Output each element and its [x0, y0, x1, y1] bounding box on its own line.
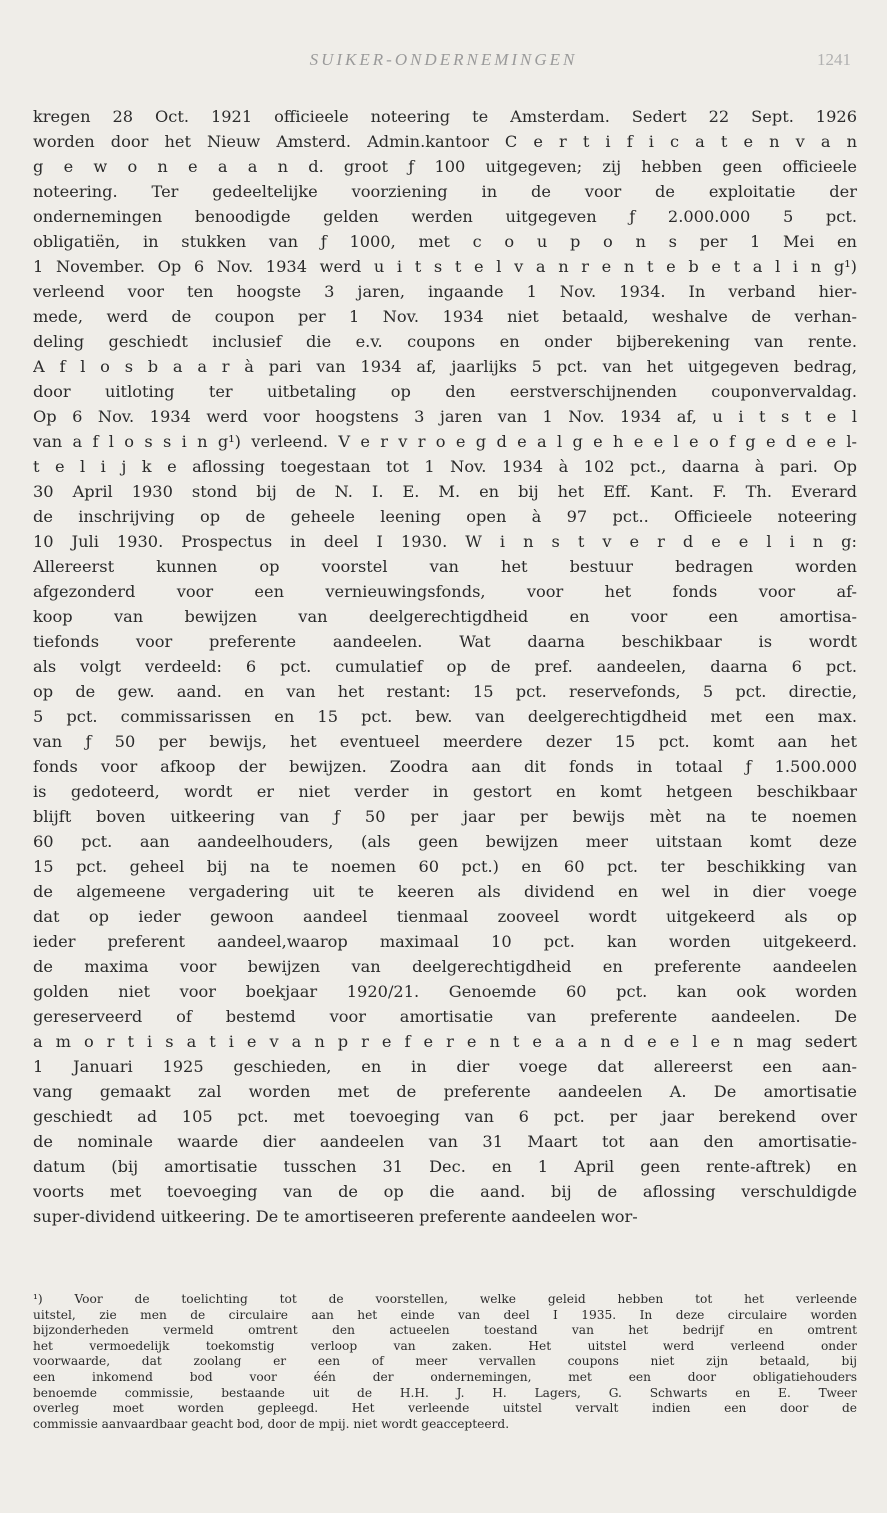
- text-line: deling geschiedt inclusief die e.v. coupons en onder bijberekening van rente.: [33, 332, 857, 351]
- text-line: t e l i j k e aflossing toegestaan tot 1 Nov. 1934 à 102 pct., daarna à pari. Op: [33, 457, 857, 476]
- footnote-line: het vermoedelijk toekomstig verloop van zaken. Het uitstel werd verleend onder: [33, 1338, 857, 1353]
- text-line: dat op ieder gewoon aandeel tienmaal zooveel wordt uitgekeerd als op: [33, 907, 857, 926]
- text-line: als volgt verdeeld: 6 pct. cumulatief op de pref. aandeelen, daarna 6 pct.: [33, 657, 857, 676]
- text-line: g e w o n e a a n d. groot ƒ 100 uitgegeven; zij hebben geen officieele: [33, 157, 857, 176]
- footnote-line: benoemde commissie, bestaande uit de H.H. J. H. Lagers, G. Schwarts en E. Tweer: [33, 1385, 857, 1400]
- text-line: de algemeene vergadering uit te keeren als dividend en wel in dier voege: [33, 882, 857, 901]
- text-line: A f l o s b a a r à pari van 1934 af, jaarlijks 5 pct. van het uitgegeven bedrag,: [33, 357, 857, 376]
- text-line: geschiedt ad 105 pct. met toevoeging van 6 pct. per jaar berekend over: [33, 1107, 857, 1126]
- text-line: fonds voor afkoop der bewijzen. Zoodra aan dit fonds in totaal ƒ 1.500.000: [33, 757, 857, 776]
- footnote-line: een inkomend bod voor één der ondernemingen, met een door obligatiehouders: [33, 1369, 857, 1384]
- text-line: van ƒ 50 per bewijs, het eventueel meerdere dezer 15 pct. komt aan het: [33, 732, 857, 751]
- text-line: Op 6 Nov. 1934 werd voor hoogstens 3 jaren van 1 Nov. 1934 af, u i t s t e l: [33, 407, 857, 426]
- text-line: is gedoteerd, wordt er niet verder in gestort en komt hetgeen beschikbaar: [33, 782, 857, 801]
- text-line: mede, werd de coupon per 1 Nov. 1934 niet betaald, weshalve de verhan-: [33, 307, 857, 326]
- text-line: koop van bewijzen van deelgerechtigdheid en voor een amortisa-: [33, 607, 857, 626]
- text-line: 5 pct. commissarissen en 15 pct. bew. van deelgerechtigdheid met een max.: [33, 707, 857, 726]
- footnote-line: voorwaarde, dat zoolang er een of meer vervallen coupons niet zijn betaald, bij: [33, 1354, 857, 1369]
- text-line: voorts met toevoeging van de op die aand. bij de aflossing verschuldigde: [33, 1182, 857, 1201]
- text-line: de nominale waarde dier aandeelen van 31 Maart tot aan den amortisatie-: [33, 1132, 857, 1151]
- text-line: datum (bij amortisatie tusschen 31 Dec. en 1 April geen rente-aftrek) en: [33, 1157, 857, 1176]
- text-line: verleend voor ten hoogste 3 jaren, ingaande 1 Nov. 1934. In verband hier-: [33, 282, 857, 301]
- footnotes: [33, 1292, 857, 1432]
- text-line: op de gew. aand. en van het restant: 15 pct. reservefonds, 5 pct. directie,: [33, 682, 857, 701]
- footnote-line: overleg moet worden gepleegd. Het verleende uitstel vervalt indien een door de: [33, 1401, 857, 1416]
- text-line: golden niet voor boekjaar 1920/21. Genoemde 60 pct. kan ook worden: [33, 982, 857, 1001]
- text-line: kregen 28 Oct. 1921 officieele noteering te Amsterdam. Sedert 22 Sept. 1926: [33, 107, 857, 126]
- text-line: Allereerst kunnen op voorstel van het bestuur bedragen worden: [33, 557, 857, 576]
- text-line: de maxima voor bewijzen van deelgerechtigdheid en preferente aandeelen: [33, 957, 857, 976]
- text-line: door uitloting ter uitbetaling op den eerstverschijnenden couponvervaldag.: [33, 382, 857, 401]
- text-line: 1 November. Op 6 Nov. 1934 werd u i t s t e l v a n r e n t e b e t a l i n g¹): [33, 257, 857, 276]
- footnote-line: bijzonderheden vermeld omtrent den actueelen toestand van het bedrijf en omtrent: [33, 1323, 857, 1338]
- text-line: afgezonderd voor een vernieuwingsfonds, voor het fonds voor af-: [33, 582, 857, 601]
- footnote-line: uitstel, zie men de circulaire aan het einde van deel I 1935. In deze circulaire worden: [33, 1307, 857, 1322]
- text-line: 30 April 1930 stond bij de N. I. E. M. en bij het Eff. Kant. F. Th. Everard: [33, 482, 857, 501]
- text-line: de inschrijving op de geheele leening open à 97 pct.. Officieele noteering: [33, 507, 857, 526]
- page-header: [0, 50, 887, 76]
- running-title: SUIKER-ONDERNEMINGEN: [309, 50, 578, 69]
- text-line: 60 pct. aan aandeelhouders, (als geen bewijzen meer uitstaan komt deze: [33, 832, 857, 851]
- text-line: a m o r t i s a t i e v a n p r e f e r e n t e a a n d e e l e n mag sedert: [33, 1032, 857, 1051]
- text-line: ondernemingen benoodigde gelden werden uitgegeven ƒ 2.000.000 5 pct.: [33, 207, 857, 226]
- text-line: super-dividend uitkeering. De te amortiseeren preferente aandeelen wor-: [33, 1207, 638, 1226]
- text-line: gereserveerd of bestemd voor amortisatie van preferente aandeelen. De: [33, 1007, 857, 1026]
- text-line: ieder preferent aandeel,waarop maximaal 10 pct. kan worden uitgekeerd.: [33, 932, 857, 951]
- text-line: tiefonds voor preferente aandeelen. Wat daarna beschikbaar is wordt: [33, 632, 857, 651]
- footnote-line: ¹) Voor de toelichting tot de voorstellen, welke geleid hebben tot het verleende: [33, 1292, 857, 1306]
- text-line: worden door het Nieuw Amsterd. Admin.kantoor C e r t i f i c a t e n v a n: [33, 132, 857, 151]
- text-line: van a f l o s s i n g¹) verleend. V e r v r o e g d e a l g e h e e l e o f g e d e e l-: [33, 432, 857, 451]
- text-line: obligatiën, in stukken van ƒ 1000, met c o u p o n s per 1 Mei en: [33, 232, 857, 251]
- text-line: vang gemaakt zal worden met de preferente aandeelen A. De amortisatie: [33, 1082, 857, 1101]
- text-line: 15 pct. geheel bij na te noemen 60 pct.) en 60 pct. ter beschikking van: [33, 857, 857, 876]
- text-line: blijft boven uitkeering van ƒ 50 per jaar per bewijs mèt na te noemen: [33, 807, 857, 826]
- footnote-line: commissie aanvaardbaar geacht bod, door de mpij. niet wordt geaccepteerd.: [33, 1416, 510, 1431]
- text-line: 10 Juli 1930. Prospectus in deel I 1930. W i n s t v e r d e e l i n g:: [33, 532, 857, 551]
- body-text: [33, 104, 857, 1229]
- text-line: 1 Januari 1925 geschieden, en in dier voege dat allereerst een aan-: [33, 1057, 857, 1076]
- text-line: noteering. Ter gedeeltelijke voorziening in de voor de exploitatie der: [33, 182, 857, 201]
- page-number: 1241: [817, 50, 851, 69]
